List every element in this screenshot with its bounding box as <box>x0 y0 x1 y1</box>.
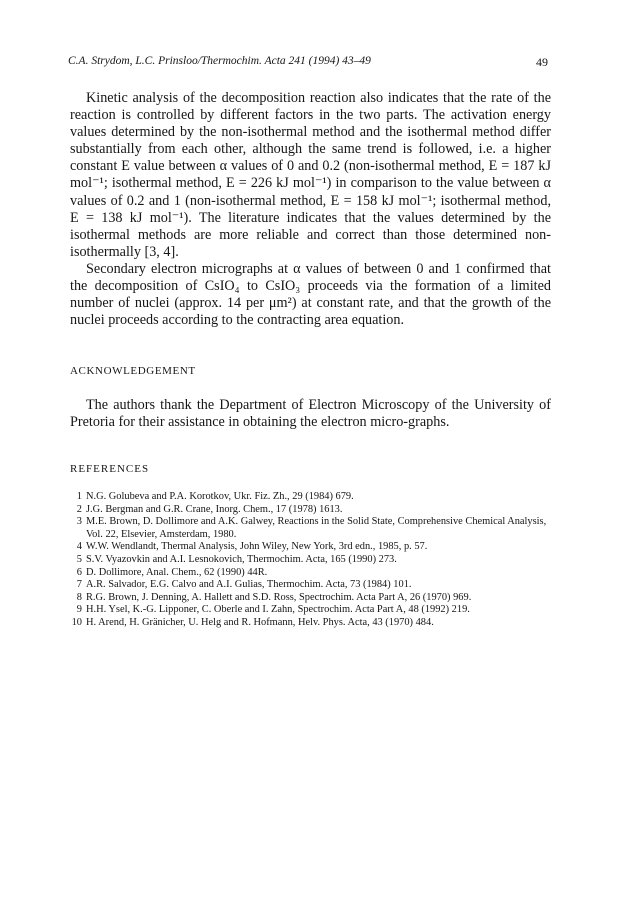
body-text <box>70 90 551 329</box>
reference-list <box>70 491 551 630</box>
paragraph-electron-micrographs: Secondary electron micrographs at α values of between 0 and 1 confirmed that the decomposition of CsIO₄ to CsIO₃ proceeds via the formation of a limited number of nuclei (approx. 14 per μm²) at constant rate, and that the growth of the nuclei proceeds according to the contracting area equation. <box>70 260 551 329</box>
reference-item <box>70 567 551 580</box>
reference-text: H.H. Ysel, K.-G. Lipponer, C. Oberle and I. Zahn, Spectrochim. Acta Part A, 48 (1992) 219. <box>86 604 470 616</box>
running-head: C.A. Strydom, L.C. Prinsloo/Thermochim. Acta 241 (1994) 43–49 <box>68 55 371 67</box>
reference-item <box>70 541 551 554</box>
reference-item <box>70 554 551 567</box>
reference-text: R.G. Brown, J. Denning, A. Hallett and S.D. Ross, Spectrochim. Acta Part A, 26 (1970) 969. <box>86 591 472 603</box>
page-number: 49 <box>536 55 548 69</box>
reference-number: 3 <box>76 516 82 528</box>
reference-number: 6 <box>76 566 82 578</box>
reference-text: W.W. Wendlandt, Thermal Analysis, John Wiley, New York, 3rd edn., 1985, p. 57. <box>86 541 428 553</box>
reference-text: N.G. Golubeva and P.A. Korotkov, Ukr. Fiz. Zh., 29 (1984) 679. <box>86 491 354 502</box>
reference-item <box>70 592 551 605</box>
reference-item <box>70 491 551 504</box>
reference-number: 8 <box>76 591 82 603</box>
reference-number: 9 <box>76 604 82 616</box>
acknowledgement-text: The authors thank the Department of Electron Microscopy of the University of Pretoria for their assistance in obtaining the electron micro-graphs. <box>70 397 551 431</box>
reference-item <box>70 504 551 517</box>
reference-text: J.G. Bergman and G.R. Crane, Inorg. Chem., 17 (1978) 1613. <box>86 503 343 515</box>
reference-number: 10 <box>71 616 82 628</box>
reference-text: H. Arend, H. Gränicher, U. Helg and R. Hofmann, Helv. Phys. Acta, 43 (1970) 484. <box>86 616 434 628</box>
reference-item <box>70 579 551 592</box>
reference-text: A.R. Salvador, E.G. Calvo and A.I. Gulias, Thermochim. Acta, 73 (1984) 101. <box>86 579 412 591</box>
reference-text: S.V. Vyazovkin and A.I. Lesnokovich, Thermochim. Acta, 165 (1990) 273. <box>86 553 397 565</box>
reference-item <box>70 604 551 617</box>
paragraph-kinetic-analysis: Kinetic analysis of the decomposition reaction also indicates that the rate of the reaction is controlled by different factors in the two parts. The activation energy values determined by the non-isothermal method and the isothermal method differ substantially from each other, although the same trend is followed, i.e. a higher constant E value between α values of 0 and 0.2 (non-isothermal method, E = 187 kJ mol⁻¹; isothermal method, E = 226 kJ mol⁻¹) in comparison to the value between α values of 0.2 and 1 (non-isothermal method, E = 158 kJ mol⁻¹; isothermal method, E = 138 kJ mol⁻¹). The literature indicates that the values determined by the isothermal methods are more reliable and correct than those determined non-isothermally [3, 4]. <box>70 90 551 260</box>
reference-text: D. Dollimore, Anal. Chem., 62 (1990) 44R. <box>86 566 268 578</box>
reference-item <box>70 617 551 630</box>
reference-item <box>70 516 551 541</box>
acknowledgement-heading: ACKNOWLEDGEMENT <box>70 365 196 377</box>
reference-number: 2 <box>76 503 82 515</box>
page-header <box>68 55 548 73</box>
reference-number: 4 <box>76 541 82 553</box>
reference-text: M.E. Brown, D. Dollimore and A.K. Galwey, Reactions in the Solid State, Comprehensive Chemical Analysis, Vol. 22, Elsevier, Amsterdam, 1980. <box>86 516 547 540</box>
reference-number: 1 <box>76 491 82 502</box>
acknowledgement-body <box>70 397 551 431</box>
reference-number: 7 <box>76 579 82 591</box>
references-heading: REFERENCES <box>70 463 150 475</box>
reference-number: 5 <box>76 553 82 565</box>
